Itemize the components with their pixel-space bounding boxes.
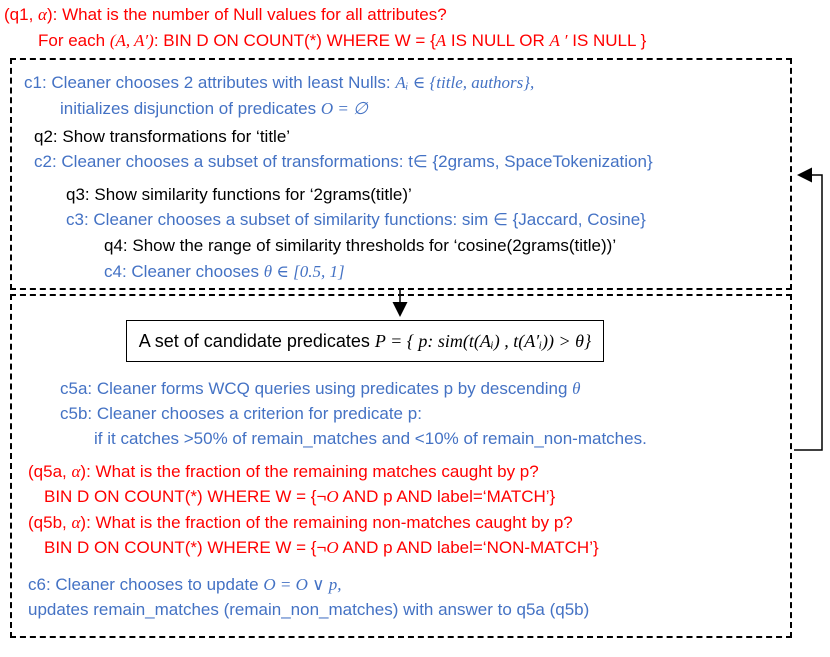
q3-step: q3: Show similarity functions for ‘2grams(title)’ xyxy=(66,185,412,204)
c3-step: c3: Cleaner chooses a subset of similarity functions: sim ∈ {Jaccard, Cosine} xyxy=(66,210,646,229)
c4-math: θ ∈ [0.5, 1] xyxy=(263,262,345,281)
c6-step xyxy=(28,574,342,596)
q5a-sql xyxy=(44,486,555,508)
q1-label: (q1, xyxy=(4,5,39,24)
c1-line2-text: initializes disjunction of predicates xyxy=(60,99,321,118)
c1-line2-math: O = ∅ xyxy=(320,99,368,118)
q5b-sql-suffix: AND p AND label=‘NON-MATCH’} xyxy=(338,538,599,557)
candidate-math: P = { p: sim(t(Aᵢ) , t(A′ᵢ)) > θ} xyxy=(374,330,592,351)
c6-math: O = O ∨ p, xyxy=(263,575,342,594)
c6-step-line2: updates remain_matches (remain_non_matches) with answer to q5a (q5b) xyxy=(28,600,590,619)
q5b-question xyxy=(28,512,573,534)
c2-step: c2: Cleaner chooses a subset of transformations: t∈ {2grams, SpaceTokenization} xyxy=(34,152,653,171)
candidate-predicates-label xyxy=(139,331,591,352)
q5a-label: (q5a, xyxy=(28,462,72,481)
q1-sql-prefix: For each xyxy=(38,31,110,50)
c5b-criterion: if it catches >50% of remain_matches and <10% of remain_non-matches. xyxy=(94,429,647,448)
q5a-question xyxy=(28,461,539,483)
q1-sql-is-null-1: IS NULL OR xyxy=(446,31,550,50)
q5a-text: ): What is the fraction of the remaining matches caught by p? xyxy=(80,462,539,481)
c4-step xyxy=(104,261,345,283)
o-symbol: O xyxy=(326,487,339,506)
attribute-a-prime: A ′ xyxy=(549,31,568,50)
alpha-symbol: α xyxy=(38,5,47,24)
candidate-predicates-box xyxy=(126,320,604,362)
q5b-text: ): What is the fraction of the remaining non-matches caught by p? xyxy=(80,513,573,532)
c1-text: c1: Cleaner chooses 2 attributes with least Nulls: xyxy=(24,73,396,92)
alpha-symbol: α xyxy=(71,513,81,532)
q1-sql-mid: : BIN D ON COUNT(*) WHERE W = { xyxy=(153,31,436,50)
q1-text: ): What is the number of Null values for all attributes? xyxy=(46,5,447,24)
q2-step: q2: Show transformations for ‘title’ xyxy=(34,127,291,146)
attribute-a: A xyxy=(435,31,447,50)
q5b-sql xyxy=(44,537,599,559)
q1-sql-is-null-2: IS NULL } xyxy=(567,31,647,50)
c1-step-line2 xyxy=(60,98,368,120)
c5b-step: c5b: Cleaner chooses a criterion for predicate p: xyxy=(60,404,422,423)
q5b-sql-prefix: BIN D ON COUNT(*) WHERE W = {¬ xyxy=(44,538,327,557)
q1-sql xyxy=(38,30,646,52)
theta-symbol: θ xyxy=(572,379,581,398)
q5a-sql-suffix: AND p AND label=‘MATCH’} xyxy=(338,487,556,506)
candidate-text: A set of candidate predicates xyxy=(138,330,375,351)
o-symbol: O xyxy=(326,538,339,557)
c5a-step xyxy=(60,378,581,400)
q4-step: q4: Show the range of similarity thresholds for ‘cosine(2grams(title))’ xyxy=(104,236,617,255)
q5a-sql-prefix: BIN D ON COUNT(*) WHERE W = {¬ xyxy=(44,487,327,506)
q5b-label: (q5b, xyxy=(28,513,72,532)
alpha-symbol: α xyxy=(71,462,81,481)
attribute-pair: (A, A′) xyxy=(109,31,154,50)
c5a-text: c5a: Cleaner forms WCQ queries using predicates p by descending xyxy=(60,379,573,398)
c1-math: Aᵢ ∈ {title, authors}, xyxy=(395,73,535,92)
q1-question xyxy=(4,4,447,26)
loop-back-arrow xyxy=(794,175,822,450)
c1-step xyxy=(24,72,534,94)
c6-text: c6: Cleaner chooses to update xyxy=(28,575,264,594)
c4-text: c4: Cleaner chooses xyxy=(104,262,264,281)
